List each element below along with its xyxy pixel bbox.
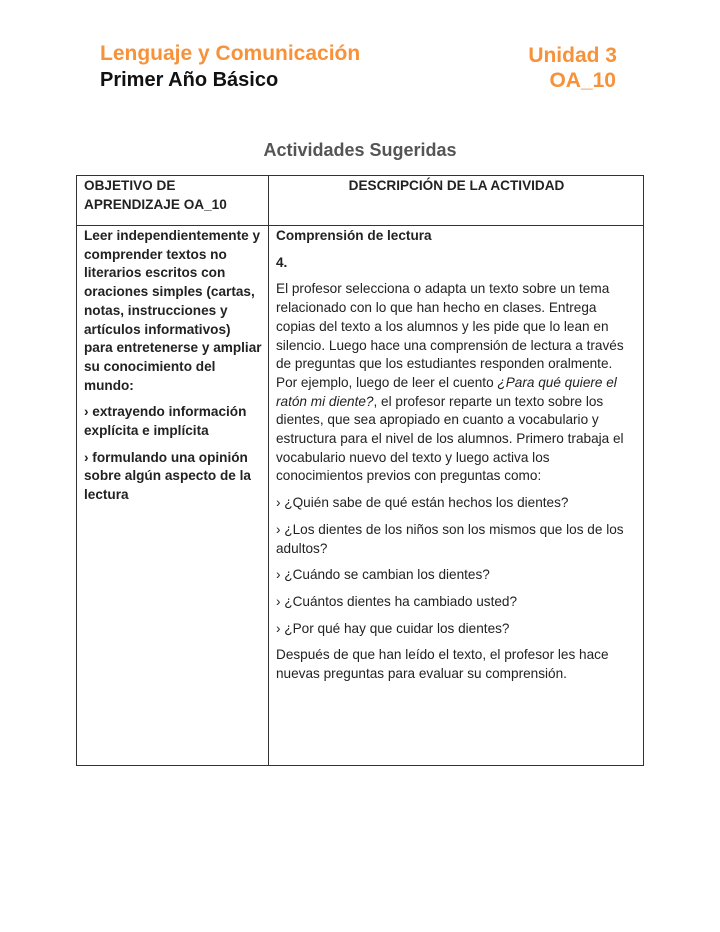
closing-paragraph: Después de que han leído el texto, el profesor les hace nuevas preguntas para evaluar su comprensión. [276,647,609,682]
question-item: › ¿Por qué hay que cuidar los dientes? [276,620,510,636]
question-item: › ¿Cuándo se cambian los dientes? [276,567,490,583]
page-title: Actividades Sugeridas [263,140,457,160]
activity-title: Comprensión de lectura [276,228,432,243]
activity-number: 4. [276,254,288,270]
description-header: DESCRIPCIÓN DE LA ACTIVIDAD [269,176,644,226]
table-row [77,226,644,766]
grade-title: Primer Año Básico [100,69,279,91]
subject-title: Lenguaje y Comunicación [100,42,361,65]
objective-point: › extrayendo información explícita e implícita [84,404,247,439]
table-header-row [77,176,644,226]
story-title: ¿Para qué quiere el ratón mi diente? [276,374,617,409]
objective-cell [77,226,269,766]
objective-text: Leer independientemente y comprender textos no literarios escritos con oraciones simples (cartas, notas, instrucciones y artículos informativos) para entretenerse y ampliar su conocimiento del mundo: [84,228,262,393]
description-cell [269,226,644,766]
objective-point: › formulando una opinión sobre algún aspecto de la lectura [84,449,251,503]
paragraph-text: El profesor selecciona o adapta un texto sobre un tema relacionado con lo que han hecho en clases. Entrega copias del texto a los alumnos y les pide que lo lean en silencio. Luego hace una comprensión de lectura a través de preguntas que los estudiantes responden oralmente. Por ejemplo, luego de leer el cuento [276,281,624,390]
question-item: › ¿Quién sabe de qué están hechos los dientes? [276,495,569,511]
paragraph-text: , el profesor reparte un texto sobre los dientes, que sea apropiado en cuanto a vocabulario y estructura para el nivel de los alumnos. Primero trabaja el vocabulario nuevo del texto y luego activa los conocimientos previos con preguntas como: [276,393,624,484]
objective-header: OBJETIVO DE APRENDIZAJE OA_10 [77,176,269,226]
unit-label: Unidad 3 [528,44,617,67]
question-item: › ¿Los dientes de los niños son los mismos que los de los adultos? [276,521,624,556]
activity-paragraph [276,280,637,486]
question-item: › ¿Cuántos dientes ha cambiado usted? [276,593,518,609]
activities-table [76,175,644,766]
oa-label: OA_10 [549,69,616,92]
